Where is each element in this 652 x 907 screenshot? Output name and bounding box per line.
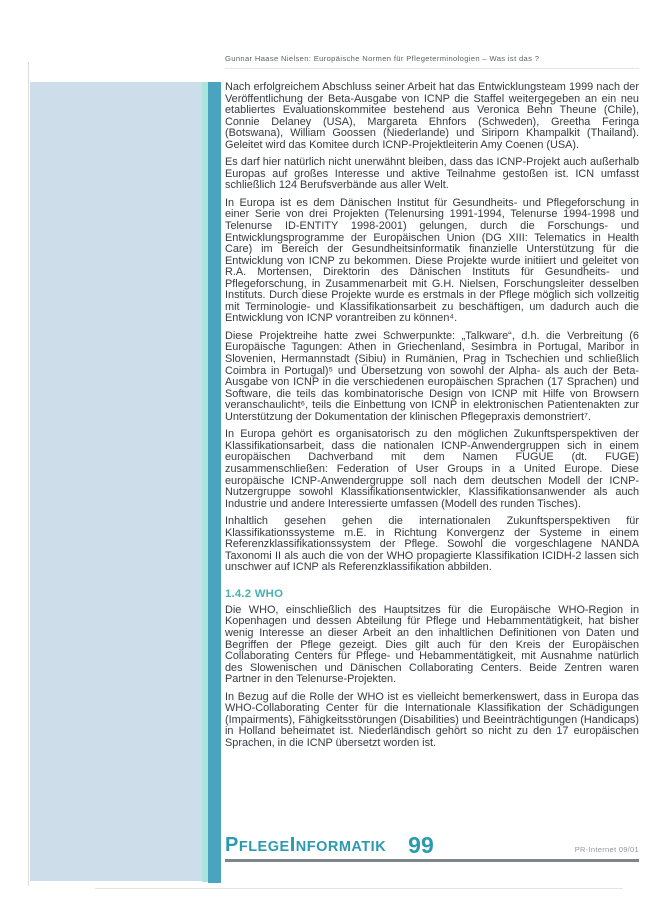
paragraph: Diese Projektreihe hatte zwei Schwerpunkte: „Talkware“, d.h. die Verbreitung (6 Europäische Tagungen: Athen in Griechenland, Sesimbra in Portugal, Maribor in Slovenien, Hermannstadt (Sibiu) in Rumänien, Prag in Tschechien und schließlich Coimbra in Portugal)⁵ und Übersetzung von sowohl der Alpha- als auch der Beta-Ausgabe von ICNP in die verschiedenen europäischen Sprachen (17 Sprachen) und Software, die teils das kombinatorische Design von ICNP mit Hilfe von Browsern veranschaulicht⁶, teils die Einbettung von ICNP in elektronischen Patientenakten zur Unterstützung der Dokumentation der klinischen Pflegepraxis demonstriert⁷.: [225, 329, 639, 423]
wordmark-part: NFORMATIK: [295, 839, 387, 855]
paragraph: Inhaltlich gesehen gehen die internationalen Zukunftsperspektiven für Klassifikationssysteme m.E. in Richtung Konvergenz der Systeme in einem Referenzklassifikationssystem der Pflege. Sowohl die vorgeschlagene NANDA Taxonomi II als auch die von der WHO propagierte Klassifikation ICIDH-2 lassen sich unschwer auf ICNP als Referenzklassifikation abbilden.: [225, 515, 639, 574]
wordmark-part: FLEGE: [238, 839, 290, 855]
paragraph: Nach erfolgreichem Abschluss seiner Arbeit hat das Entwicklungsteam 1999 nach der Veröffentlichung der Beta-Ausgabe von ICNP die Staffel weitergegeben an ein neu etabliertes Evaluationskommitee bestehend aus Veronica Behn Theune (Chile), Connie Delaney (USA), Margareta Ehnfors (Schweden), Greetha Feringa (Botswana), William Goossen (Niederlande) und Siriporn Khampalkit (Thailand). Geleitet wird das Komitee durch ICNP-Projektleiterin Amy Coenen (USA).: [225, 81, 639, 151]
article-column: [225, 54, 639, 755]
page-footer: [225, 834, 639, 862]
running-head: Gunnar Haase Nielsen: Europäische Normen für Pflegeterminologien – Was ist das ?: [225, 54, 639, 69]
footer-rule: [225, 859, 639, 862]
paragraph: Die WHO, einschließlich des Hauptsitzes für die Europäische WHO-Region in Kopenhagen und dessen Abteilung für Pflege und Hebammentätigkeit, hat bisher wenig Interesse an dieser Arbeit an den inhaltlichen Definitionen von Daten und Begriffen der Pflege gezeigt. Dies gilt auch für den Kreis der Europäischen Collaborating Centers für Pflege- und Hebammentätigkeit, mit Ausnahme natürlich des Slowenischen und Dänischen Collaborating Centers. Beide Zentren waren Partner in den Telenurse-Projekten.: [225, 603, 639, 686]
section-heading: 1.4.2 WHO: [225, 587, 284, 600]
issue-label: PR-Internet 09/01: [574, 845, 639, 854]
page-number: 99: [408, 832, 434, 858]
paragraph: Es darf hier natürlich nicht unerwähnt bleiben, dass das ICNP-Projekt auch außerhalb Europas auf großes Interesse und aktive Teilnahme gestoßen ist. ICN umfasst schließlich 124 Berufsverbände aus aller Welt.: [225, 156, 639, 192]
wordmark-initial: I: [289, 834, 296, 856]
paragraph: In Europa ist es dem Dänischen Institut für Gesundheits- und Pflegeforschung in einer Serie von drei Projekten (Telenursing 1991-1994, Telenurse 1994-1998 und Telenurse ID-ENTITY 1998-2001) gelungen, durch die Forschungs- und Entwicklungsprogramme der Europäischen Union (DG XIII: Telematics in Health Care) im Bereich der Gesundheitsinformatik finanzielle Unterstützung für die Entwicklung von ICNP zu bekommen. Diese Projekte wurde initiiert und geleitet von R.A. Mortensen, Direktorin des Dänischen Instituts für Gesundheits- und Pflegeforschung, in Zusammenarbeit mit G.H. Nielsen, Forschungsleiter desselben Instituts. Durch diese Projekte wurde es erstmals in der Pflege möglich sich vollzeitig mit Terminologie- und Klassifikationsarbeit zu beschäftigen, um dadurch auch die Entwicklung von ICNP vorantreiben zu können⁴.: [225, 196, 639, 325]
paragraph: In Bezug auf die Rolle der WHO ist es vielleicht bemerkenswert, dass in Europa das WHO-Collaborating Center für die Internationale Klassifikation der Schädigungen (Impairments), Fähigkeitsstörungen (Disabilities) und Beeinträchtigungen (Handicaps) in Holland beheimatet ist. Niederländisch gehört so nicht zu den 17 europäischen Sprachen, in die ICNP übersetzt worden ist.: [225, 690, 639, 749]
wordmark-initial: P: [225, 834, 239, 856]
left-decoration-panel: [30, 82, 202, 881]
page-bottom-shadow: [95, 888, 623, 889]
journal-wordmark: [225, 835, 386, 856]
page-edge-line: [28, 62, 29, 886]
paragraph: In Europa gehört es organisatorisch zu den möglichen Zukunftsperspektiven der Klassifikationsarbeit, dass die nationalen ICNP-Anwendergruppen sich in einem europäischen Dachverband mit dem Namen FUGUE (dt. FUGE) zusammenschließen: Federation of User Groups in a United Europe. Diese europäische ICNP-Anwendergruppe soll nach dem deutschen Modell der ICNP-Nutzergruppe sowohl Klassifikationsentwickler, Klassifikationsanwender als auch Industrie und andere Interessierte umfassen (Modell des runden Tisches).: [225, 428, 639, 510]
accent-bar: [208, 82, 221, 883]
